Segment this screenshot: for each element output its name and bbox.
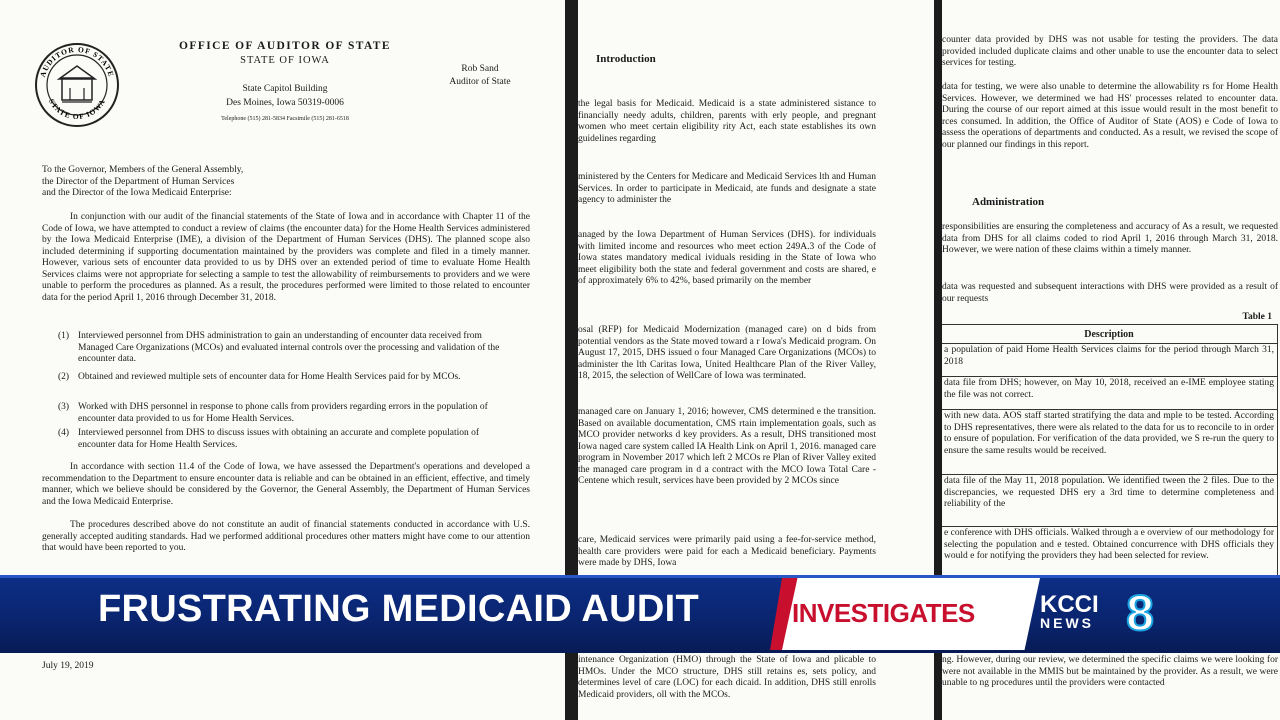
body-paragraph: anaged by the Iowa Department of Human Services (DHS). for individuals with limited income and resources who meet ection 249A.3 of the Code of Iowa states mandatory medical ividuals residing in the State of Iowa who meet eligibility both the state and federal government and costs are shared, e of approximately 6% to 42%, based primarily on the member [578, 230, 876, 286]
table-row [942, 475, 1278, 527]
list-number: (3) [58, 402, 70, 412]
table-cell: with new data. AOS staff started stratifying the data and mple to be tested. According to DHS representatives, there were als related to the data for us to reconcile to in order to ensure of population. For verification of the data provided, we S re-run the query to ensure the same results would be received. [942, 410, 1278, 475]
list-number: (1) [58, 331, 70, 341]
auditor-name: Rob Sand [461, 64, 499, 74]
description-table [942, 324, 1278, 577]
list-text: Worked with DHS personnel in response to phone calls from providers regarding errors in the population of encounter data provided to us for Home Health Services. [78, 402, 488, 424]
state-name: STATE OF IOWA [240, 55, 330, 66]
body-paragraph: responsibilities are ensuring the completeness and accuracy of As a result, we requested data from DHS for all claims coded to riod April 1, 2016 through March 31, 2018. However, we were nation of these claims within a timely manner. [942, 222, 1278, 255]
auditor-seal-icon [34, 42, 120, 128]
table-cell: data file from DHS; however, on May 10, 2018, received an e-IME employee stating the file was not correct. [942, 377, 1278, 410]
station-news-text: NEWS [1040, 615, 1094, 631]
table-label: Table 1 [1242, 312, 1272, 322]
address-line-1: State Capitol Building [242, 84, 328, 94]
list-number: (4) [58, 428, 70, 438]
svg-text:STATE OF IOWA [47, 97, 107, 121]
auditor-title: Auditor of State [449, 77, 511, 87]
banner-top-rule [0, 575, 1280, 578]
table-row [942, 344, 1278, 377]
body-paragraph: osal (RFP) for Medicaid Modernization (managed care) on d bids from potential vendors as the State moved toward a r Iowa's Medicaid program. On August 17, 2015, DHS issued o four Managed Care Organizations (MCOs) to administer the lth Caritas Iowa, United Healthcare Plan of the River Valley, 18, 2015, the selection of WellCare of Iowa was terminated. [578, 325, 876, 381]
list-text: Obtained and reviewed multiple sets of encounter data for Home Health Services paid for by MCOs. [78, 372, 461, 382]
seal-text-top: AUDITOR OF STATE [38, 44, 116, 79]
headline: FRUSTRATING MEDICAID AUDIT [98, 588, 699, 630]
list-number: (2) [58, 372, 70, 382]
body-paragraph: managed care on January 1, 2016; however, CMS determined e the transition. Based on available documentation, CMS rtain implementation goals, such as MCO provider networks d key providers. As a result, DHS transitioned most Iowa naged care system called IA Health Link on April 1, 2016. managed care program in November 2017 which left 2 MCOs re Plan of River Valley exited the managed care program in d a contract with the MCO Iowa Total Care - Centene which result, services have been provided by 2 MCOs since [578, 407, 876, 486]
table-cell: e conference with DHS officials. Walked through a e overview of our methodology for selecting the population and e tested. Obtained concurrence with DHS officials they would e for notifying the providers they had been selected for review. [942, 527, 1278, 577]
body-paragraph: data for testing, we were also unable to determine the allowability rs for Home Health Services. However, we determined we had HS' processes related to encounter data. During the course of our report aimed at this issue would result in the most benefit to rces consumed. In addition, the Office of Auditor of State (AOS) e Code of Iowa to assess the operations of departments and conducted. As a result, we revised the scope of our planned our findings in this report. [942, 82, 1278, 150]
office-title: OFFICE OF AUDITOR OF STATE [179, 40, 391, 52]
list-text: Interviewed personnel from DHS administration to gain an understanding of encounter data received from Managed Care Organizations (MCOs) and evaluated internal controls over the processing and validation of the encounter data. [78, 331, 500, 364]
administration-heading: Administration [972, 196, 1045, 208]
body-paragraph: data was requested and subsequent interactions with DHS were provided as a result of our requests [942, 282, 1278, 304]
intro-paragraph: In conjunction with our audit of the financial statements of the State of Iowa and in accordance with Chapter 11 of the Code of Iowa, we have attempted to conduct a review of claims (the encounter data) for the Home Health Services administered by the Iowa Medicaid Enterprise (IME), a division of the Department of Human Services (DHS). The planned scope also included determining if supporting documentation maintained by the providers was complete and filed in a timely manner. However, various sets of encounter data provided to us by DHS over an extended period of time to evaluate Home Health Services claims were not appropriate for selecting a sample to test the allowability of reimbursements to providers and we were unable to perform the procedures as planned. As a result, the procedures performed were limited to those related to encounter data for the period April 1, 2016 through December 31, 2018. [42, 212, 530, 303]
table-header-description: Description [942, 325, 1278, 344]
table-row [942, 527, 1278, 577]
letter-date: July 19, 2019 [42, 661, 94, 671]
station-logo-text: KCCI [1040, 591, 1099, 618]
disclaimer-paragraph: The procedures described above do not constitute an audit of financial statements conducted in accordance with U.S. generally accepted auditing standards. Had we performed additional procedures other matters might have come to our attention that would have been reported to you. [42, 520, 530, 553]
seal-text-bottom: STATE OF IOWA [46, 97, 108, 122]
channel-number: 8 [1126, 586, 1154, 638]
salutation: To the Governor, Members of the General Assembly, the Director of the Department of Human Services and the Director of the Iowa Medicaid Enterprise: [42, 165, 244, 198]
table-cell: data file of the May 11, 2018 population. We identified tween the 2 files. Due to the discrepancies, we requested DHS ery a 3rd time to determine completeness and reliability of the [942, 475, 1278, 527]
body-paragraph: care, Medicaid services were primarily paid using a fee-for-service method, health care providers were paid for each a Medicaid beneficiary. Payments were made by DHS, Iowa [578, 535, 876, 568]
investigates-tag: INVESTIGATES [792, 598, 975, 628]
table-cell: a population of paid Home Health Services claims for the period through March 31, 2018 [942, 344, 1278, 377]
body-paragraph: the legal basis for Medicaid. Medicaid is a state administered sistance to financially needy adults, children, parents with erly people, and pregnant women who meet certain eligibility rity Act, each state establishes its own guidelines regarding [578, 99, 876, 144]
channel-8-logo-icon [1120, 586, 1160, 638]
introduction-heading: Introduction [596, 53, 656, 65]
body-paragraph: ng. However, during our review, we determined the specific claims we were looking for were not available in the MMIS but be maintained by the provider. As a result, we were unable to ng procedures until the providers were contacted [942, 655, 1278, 688]
table-row [942, 377, 1278, 410]
assessment-paragraph: In accordance with section 11.4 of the Code of Iowa, we have assessed the Department's operations and developed a recommendation to the Department to ensure encounter data is reliable and can be obtained in an efficient, effective, and timely manner, which we believe should be considered by the Governor, the General Assembly, the Department of Human Services and the Iowa Medicaid Enterprise. [42, 462, 530, 507]
address-line-2: Des Moines, Iowa 50319-0006 [226, 98, 344, 108]
body-paragraph: counter data provided by DHS was not usable for testing the providers. The data provided included duplicate claims and other unable to use the encounter data to select services for testing. [942, 35, 1278, 68]
table-row [942, 410, 1278, 475]
contact-line: Telephone (515) 281-5834 Facsimile (515) 281-6518 [221, 116, 349, 122]
body-paragraph: intenance Organization (HMO) through the State of Iowa and plicable to HMOs. Under the MCO structure, DHS still retains es, sets policy, and determines level of care (LOC) for each dicaid. In addition, DHS still enrolls Medicaid providers, oll with the MCOs. [578, 655, 876, 700]
table-header-row [942, 325, 1278, 344]
list-text: Interviewed personnel from DHS to discuss issues with obtaining an accurate and complete population of encounter data for Home Health Services. [78, 428, 480, 450]
body-paragraph: ministered by the Centers for Medicare and Medicaid Services lth and Human Services. In order to participate in Medicaid, ate funds and designate a state agency to administer the [578, 172, 876, 205]
